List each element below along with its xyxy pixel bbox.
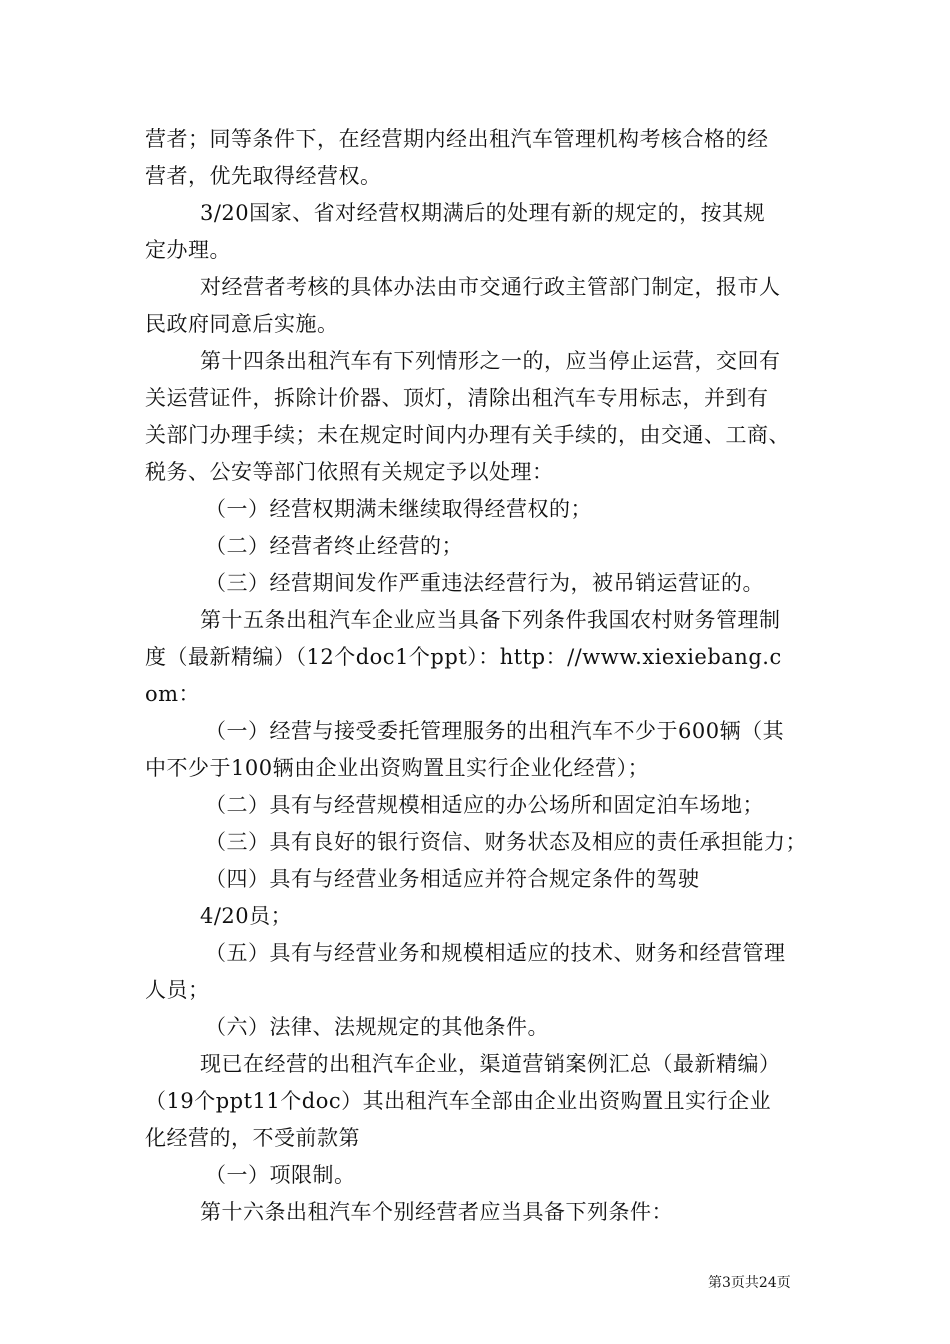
text-line: （二）具有与经营规模相适应的办公场所和固定泊车场地；: [205, 793, 764, 817]
text-line: om：: [145, 682, 201, 706]
text-line: （19个ppt11个doc）其出租汽车全部由企业出资购置且实行企业: [145, 1089, 772, 1113]
page-number: 第3页共24页: [708, 1275, 791, 1291]
text-line: 现已在经营的出租汽车企业，渠道营销案例汇总（最新精编）: [200, 1052, 781, 1076]
text-line: （六）法律、法规规定的其他条件。: [205, 1015, 549, 1039]
text-line: 人员；: [145, 978, 210, 1002]
text-line: （一）项限制。: [205, 1163, 356, 1187]
text-line: 营者；同等条件下，在经营期内经出租汽车管理机构考核合格的经: [145, 127, 769, 151]
text-line: 民政府同意后实施。: [145, 312, 339, 336]
text-line: （三）具有良好的银行资信、财务状态及相应的责任承担能力；: [205, 830, 807, 854]
text-line: 关部门办理手续；未在规定时间内办理有关手续的，由交通、工商、: [145, 423, 790, 447]
text-line: 第十六条出租汽车个别经营者应当具备下列条件：: [200, 1200, 673, 1224]
text-line: 对经营者考核的具体办法由市交通行政主管部门制定，报市人: [200, 275, 781, 299]
text-line: 第十四条出租汽车有下列情形之一的，应当停止运营，交回有: [200, 349, 781, 373]
text-line: 税务、公安等部门依照有关规定予以处理：: [145, 460, 554, 484]
text-line: （一）经营权期满未继续取得经营权的；: [205, 497, 592, 521]
text-line: 关运营证件，拆除计价器、顶灯，清除出租汽车专用标志，并到有: [145, 386, 769, 410]
text-line: 定办理。: [145, 238, 231, 262]
text-line: 第十五条出租汽车企业应当具备下列条件我国农村财务管理制: [200, 608, 781, 632]
text-line: 3/20国家、省对经营权期满后的处理有新的规定的，按其规: [200, 201, 766, 225]
text-line: 4/20员；: [200, 904, 293, 928]
text-line: （一）经营与接受委托管理服务的出租汽车不少于600辆（其: [205, 719, 785, 743]
text-line: （五）具有与经营业务和规模相适应的技术、财务和经营管理: [205, 941, 786, 965]
text-line: （三）经营期间发作严重违法经营行为，被吊销运营证的。: [205, 571, 764, 595]
text-line: （二）经营者终止经营的；: [205, 534, 463, 558]
text-line: （四）具有与经营业务相适应并符合规定条件的驾驶: [205, 867, 700, 891]
text-line: 化经营的，不受前款第: [145, 1126, 360, 1150]
text-line: 中不少于100辆由企业出资购置且实行企业化经营）；: [145, 756, 650, 780]
text-line: 营者，优先取得经营权。: [145, 164, 382, 188]
text-line: 度（最新精编）（12个doc1个ppt）：http：//www.xiexiebang.c: [145, 645, 782, 669]
